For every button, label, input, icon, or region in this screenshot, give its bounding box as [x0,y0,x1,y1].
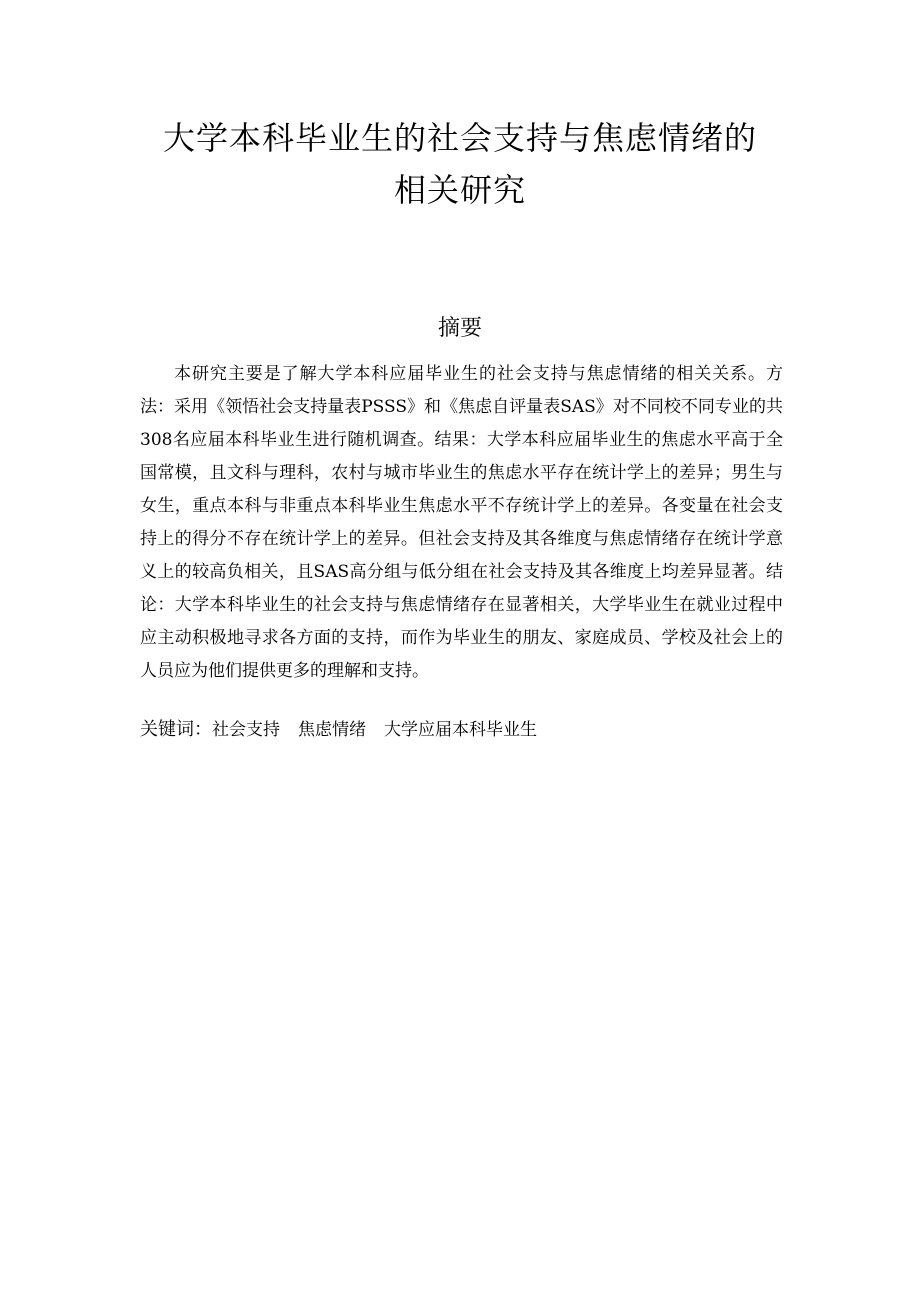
paper-title-line-2: 相关研究 [393,171,526,209]
abstract-heading: 摘要 [437,316,482,341]
abstract-body: 本研究主要是了解大学本科应届毕业生的社会支持与焦虑情绪的相关关系。方法：采用《领悟社会支持量表PSSS》和《焦虑自评量表SAS》对不同校不同专业的共308名应届本科毕业生进行随机调查。结果：大学本科应届毕业生的焦虑水平高于全国常模，且文科与理科，农村与城市毕业生的焦虑水平存在统计学上的差异；男生与女生，重点本科与非重点本科毕业生焦虑水平不存统计学上的差异。各变量在社会支持上的得分不存在统计学上的差异。但社会支持及其各维度与焦虑情绪存在统计学意义上的较高负相关，且SAS高分组与低分组在社会支持及其各维度上均差异显著。结论：大学本科毕业生的社会支持与焦虑情绪存在显著相关，大学毕业生在就业过程中应主动积极地寻求各方面的支持，而作为毕业生的朋友、家庭成员、学校及社会上的人员应为他们提供更多的理解和支持。 [140,364,783,681]
keyword-item: 社会支持 [212,720,280,740]
keyword-item: 焦虑情绪 [298,720,366,740]
paper-title-line-1: 大学本科毕业生的社会支持与焦虑情绪的 [162,119,757,157]
keywords-line [140,714,783,746]
keywords-label: 关键词： [140,719,212,740]
keyword-item: 大学应届本科毕业生 [384,720,537,740]
paper-title [110,112,810,216]
